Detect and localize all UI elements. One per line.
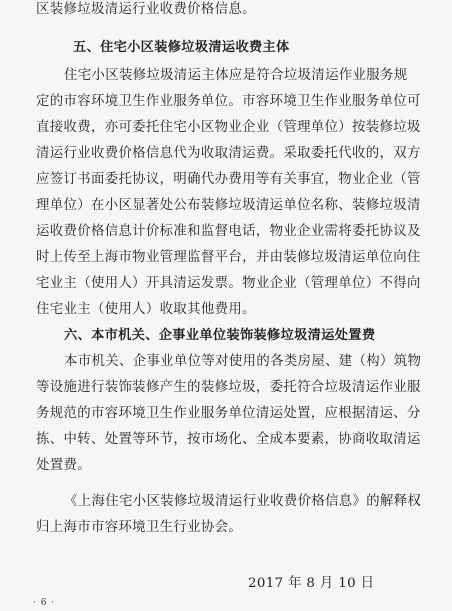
paragraph-line: 应签订书面委托协议，明确代办费用等有关事宜，物业企业（管 bbox=[36, 172, 421, 187]
paragraph-line: 定的市容环境卫生作业服务单位。市容环境卫生作业服务单位可 bbox=[36, 94, 421, 109]
paragraph-line: 归上海市市容环境卫生行业协会。 bbox=[36, 520, 243, 535]
paragraph-line: 住宅小区装修垃圾清运主体应是符合垃圾清运作业服务规 bbox=[64, 68, 408, 83]
paragraph-line: 宅业主（使用人）开具清运发票。物业企业（管理单位）不得向 bbox=[36, 276, 421, 291]
paragraph-line: 等设施进行装饰装修产生的装修垃圾，委托符合垃圾清运作业服 bbox=[36, 380, 421, 395]
section-heading-6: 六、本市机关、企事业单位装饰装修垃圾清运处置费 bbox=[64, 328, 376, 343]
page-number: · 6 · bbox=[33, 598, 56, 608]
paragraph-line: 住宅业主（使用人）收取其他费用。 bbox=[36, 302, 256, 317]
paragraph-line: 理单位）在小区显著处公布装修垃圾清运单位名称、装修垃圾清 bbox=[36, 198, 421, 213]
paragraph-line: 《上海住宅小区装修垃圾清运行业收费价格信息》的解释权 bbox=[64, 494, 422, 509]
paragraph-line: 务规范的市容环境卫生作业服务单位清运处置，应根据清运、分 bbox=[36, 406, 421, 421]
paragraph-line: 本市机关、企事业单位等对使用的各类房屋、建（构）筑物 bbox=[64, 354, 422, 369]
paragraph-line: 拣、中转、处置等环节，按市场化、全成本要素，协商收取清运 bbox=[36, 432, 421, 447]
paragraph-line: 区装修垃圾清运行业收费价格信息。 bbox=[36, 2, 256, 17]
paragraph-line: 时上传至上海市物业管理监督平台，并由装修垃圾清运单位向住 bbox=[36, 250, 421, 265]
section-heading-5: 五、住宅小区装修垃圾清运收费主体 bbox=[73, 40, 290, 55]
paragraph-line: 直接收费，亦可委托住宅小区物业企业（管理单位）按装修垃圾 bbox=[36, 120, 421, 135]
paragraph-line: 运收费价格信息计价标准和监督电话，物业企业需将委托协议及 bbox=[36, 224, 421, 239]
document-date: 2017 年 8 月 10 日 bbox=[248, 576, 375, 591]
paragraph-line: 清运行业收费价格信息代为收取清运费。采取委托代收的，双方 bbox=[36, 146, 421, 161]
paragraph-line: 处置费。 bbox=[36, 458, 91, 473]
